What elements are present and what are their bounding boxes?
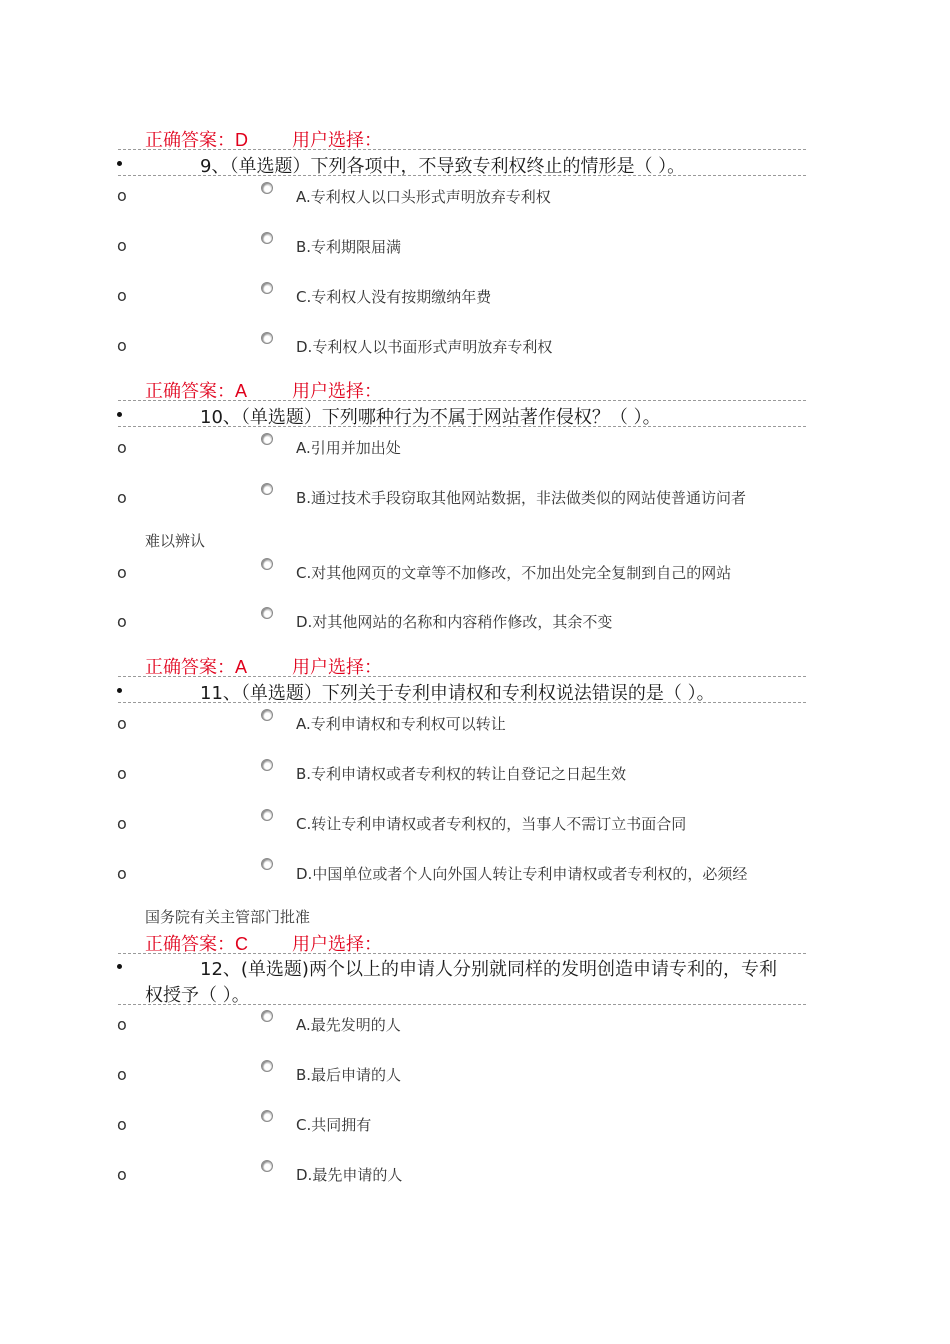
radio-button[interactable] xyxy=(261,1160,273,1172)
question-text: 10、（单选题）下列哪种行为不属于网站著作侵权？（ ）。 xyxy=(200,407,661,428)
divider xyxy=(118,149,806,150)
list-marker: o xyxy=(117,1015,127,1034)
radio-button[interactable] xyxy=(261,1110,273,1122)
correct-answer-label: 正确答案： xyxy=(145,934,235,955)
question-text-line1: 12、(单选题)两个以上的申请人分别就同样的发明创造申请专利的，专利 xyxy=(200,959,777,980)
option-b-continuation: 难以辨认 xyxy=(145,532,206,550)
question-text: 9、（单选题）下列各项中，不导致专利权终止的情形是（ ）。 xyxy=(200,156,686,177)
list-marker: o xyxy=(117,1115,127,1134)
option-b: B.最后申请的人 xyxy=(296,1066,402,1084)
option-d: D.对其他网站的名称和内容稍作修改，其余不变 xyxy=(296,613,613,631)
option-a: A.最先发明的人 xyxy=(296,1016,401,1034)
correct-answer-value: D xyxy=(235,130,248,150)
user-choice-label: 用户选择： xyxy=(292,381,382,402)
option-c: C.专利权人没有按期缴纳年费 xyxy=(296,288,492,306)
radio-button[interactable] xyxy=(261,809,273,821)
option-b: B.专利申请权或者专利权的转让自登记之日起生效 xyxy=(296,765,627,783)
list-marker: o xyxy=(117,286,127,305)
list-marker: o xyxy=(117,336,127,355)
correct-answer-label: 正确答案： xyxy=(145,381,235,402)
radio-button[interactable] xyxy=(261,182,273,194)
correct-answer-value: A xyxy=(235,381,248,401)
correct-answer-label: 正确答案： xyxy=(145,657,235,678)
option-a: A.专利权人以口头形式声明放弃专利权 xyxy=(296,188,551,206)
bullet-icon xyxy=(117,964,122,969)
list-marker: o xyxy=(117,563,127,582)
option-d-continuation: 国务院有关主管部门批准 xyxy=(145,908,311,926)
option-d: D.最先申请的人 xyxy=(296,1166,403,1184)
list-marker: o xyxy=(117,186,127,205)
radio-button[interactable] xyxy=(261,759,273,771)
list-marker: o xyxy=(117,864,127,883)
list-marker: o xyxy=(117,764,127,783)
radio-button[interactable] xyxy=(261,483,273,495)
radio-button[interactable] xyxy=(261,1060,273,1072)
option-b: B.通过技术手段窃取其他网站数据，非法做类似的网站使普通访问者 xyxy=(296,489,747,507)
radio-button[interactable] xyxy=(261,558,273,570)
option-d: D.中国单位或者个人向外国人转让专利申请权或者专利权的，必须经 xyxy=(296,865,748,883)
option-c: C.共同拥有 xyxy=(296,1116,372,1134)
divider xyxy=(118,400,806,401)
question-text-line2: 权授予（ ）。 xyxy=(145,985,250,1006)
list-marker: o xyxy=(117,1065,127,1084)
divider xyxy=(118,676,806,677)
list-marker: o xyxy=(117,814,127,833)
divider xyxy=(118,426,806,427)
list-marker: o xyxy=(117,438,127,457)
radio-button[interactable] xyxy=(261,232,273,244)
user-choice-label: 用户选择： xyxy=(292,657,382,678)
radio-button[interactable] xyxy=(261,858,273,870)
list-marker: o xyxy=(117,1165,127,1184)
bullet-icon xyxy=(117,688,122,693)
list-marker: o xyxy=(117,612,127,631)
divider xyxy=(118,953,806,954)
user-choice-label: 用户选择： xyxy=(292,130,382,151)
user-choice-label: 用户选择： xyxy=(292,934,382,955)
question-text: 11、（单选题）下列关于专利申请权和专利权说法错误的是（ ）。 xyxy=(200,683,715,704)
divider xyxy=(118,175,806,176)
option-c: C.对其他网页的文章等不加修改，不加出处完全复制到自己的网站 xyxy=(296,564,732,582)
list-marker: o xyxy=(117,714,127,733)
radio-button[interactable] xyxy=(261,709,273,721)
option-b: B.专利期限届满 xyxy=(296,238,402,256)
bullet-icon xyxy=(117,412,122,417)
correct-answer-value: C xyxy=(235,934,248,954)
radio-button[interactable] xyxy=(261,282,273,294)
option-a: A.专利申请权和专利权可以转让 xyxy=(296,715,506,733)
correct-answer-value: A xyxy=(235,657,248,677)
option-d: D.专利权人以书面形式声明放弃专利权 xyxy=(296,338,553,356)
option-c: C.转让专利申请权或者专利权的，当事人不需订立书面合同 xyxy=(296,815,687,833)
radio-button[interactable] xyxy=(261,607,273,619)
radio-button[interactable] xyxy=(261,1010,273,1022)
divider xyxy=(118,1004,806,1005)
divider xyxy=(118,702,806,703)
list-marker: o xyxy=(117,488,127,507)
list-marker: o xyxy=(117,236,127,255)
option-a: A.引用并加出处 xyxy=(296,439,401,457)
bullet-icon xyxy=(117,161,122,166)
radio-button[interactable] xyxy=(261,332,273,344)
correct-answer-label: 正确答案： xyxy=(145,130,235,151)
radio-button[interactable] xyxy=(261,433,273,445)
